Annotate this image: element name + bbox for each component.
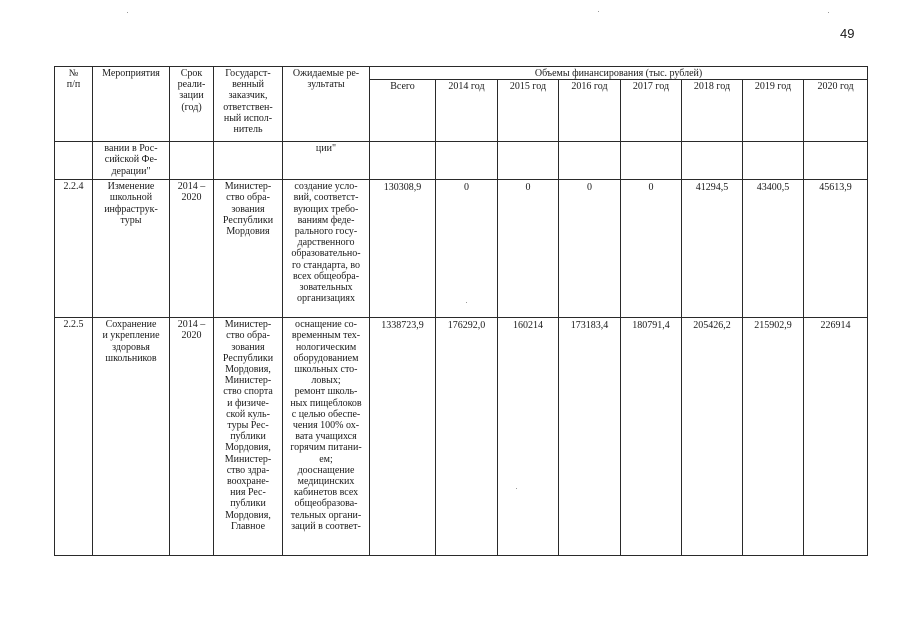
text-line: ции" xyxy=(315,143,337,155)
text-line: нологическим xyxy=(295,341,357,353)
cell-event xyxy=(93,180,170,318)
cell-total: 1338723,9 xyxy=(370,318,436,556)
text-line: зования xyxy=(231,341,265,353)
cell-2015: 160214 xyxy=(498,318,559,556)
cell-results xyxy=(283,142,370,180)
text-line: ных пищеблоков xyxy=(290,397,362,409)
header-results xyxy=(283,67,370,142)
text-line: сийской Фе- xyxy=(104,154,158,166)
text-line: Сохранение xyxy=(105,319,157,331)
text-line: горячим питани- xyxy=(290,442,362,454)
text-line: зультаты xyxy=(307,79,345,91)
text-line: и физиче- xyxy=(227,397,269,409)
text-line: Государст- xyxy=(225,68,271,79)
text-line: всех общеобра- xyxy=(292,270,360,282)
header-funding-group: Объемы финансирования (тыс. рублей) xyxy=(370,67,868,80)
cell-2016: 0 xyxy=(559,180,621,318)
cell-2014: 0 xyxy=(436,180,498,318)
cell-results xyxy=(283,180,370,318)
text-line: венный xyxy=(232,79,264,91)
cell-2018: 41294,5 xyxy=(682,180,743,318)
header-num xyxy=(55,67,93,142)
text-line: 2020 xyxy=(181,330,202,342)
text-line: Мордовия, xyxy=(225,509,271,521)
text-line: ный испол- xyxy=(223,112,273,124)
text-line: создание усло- xyxy=(294,181,358,193)
scan-speck xyxy=(598,11,599,12)
cell-2016: 173183,4 xyxy=(559,318,621,556)
cell-2016 xyxy=(559,142,621,180)
scan-speck xyxy=(516,488,517,489)
cell-customer xyxy=(214,318,283,556)
text-line: с целью обеспе- xyxy=(291,408,361,420)
text-line: п/п xyxy=(66,79,81,91)
text-line: 2020 xyxy=(181,192,202,204)
cell-num: 2.2.5 xyxy=(55,318,93,556)
text-line: оснащение со- xyxy=(294,319,358,331)
cell-num: 2.2.4 xyxy=(55,180,93,318)
cell-event xyxy=(93,142,170,180)
header-year-2020: 2020 год xyxy=(804,80,868,142)
text-line: зовательных xyxy=(299,282,353,294)
text-line: ваниям феде- xyxy=(297,214,355,226)
scan-speck xyxy=(466,302,467,303)
text-line: вий, соответст- xyxy=(293,192,359,204)
cell-2020 xyxy=(804,142,868,180)
header-row-1 xyxy=(55,67,868,80)
text-line: кабинетов всех xyxy=(293,487,359,499)
text-line: здоровья xyxy=(112,341,150,353)
table-row-continuation xyxy=(55,142,868,180)
text-line: школьных сто- xyxy=(294,364,358,376)
header-customer xyxy=(214,67,283,142)
cell-term xyxy=(170,180,214,318)
text-line: Министер- xyxy=(224,319,272,331)
header-year-2018: 2018 год xyxy=(682,80,743,142)
header-year-2017: 2017 год xyxy=(621,80,682,142)
cell-2019 xyxy=(743,142,804,180)
cell-2015: 0 xyxy=(498,180,559,318)
text-line: рального госу- xyxy=(294,226,358,238)
text-line: Министер- xyxy=(224,375,272,387)
scan-speck xyxy=(127,12,128,13)
text-line: ство обра- xyxy=(226,330,270,342)
text-line: Мордовия, xyxy=(225,364,271,376)
text-line: заказчик, xyxy=(228,90,268,102)
cell-2019: 215902,9 xyxy=(743,318,804,556)
header-year-2016: 2016 год xyxy=(559,80,621,142)
cell-2017: 180791,4 xyxy=(621,318,682,556)
text-line: тельных органи- xyxy=(290,509,362,521)
cell-customer xyxy=(214,142,283,180)
text-line: Главное xyxy=(230,520,266,532)
cell-customer xyxy=(214,180,283,318)
text-line: медицинских xyxy=(297,476,355,488)
header-year-2015: 2015 год xyxy=(498,80,559,142)
cell-event xyxy=(93,318,170,556)
text-line: дооснащение xyxy=(297,464,355,476)
header-year-2014: 2014 год xyxy=(436,80,498,142)
text-line: школьной xyxy=(109,192,153,204)
text-line: го стандарта, во xyxy=(291,259,361,271)
text-line: 2014 – xyxy=(177,181,206,193)
text-line: Изменение xyxy=(107,181,155,193)
text-line: временным тех- xyxy=(291,330,361,342)
cell-2014 xyxy=(436,142,498,180)
text-line: Республики xyxy=(222,352,274,364)
header-event xyxy=(93,67,170,142)
text-line: ство здра- xyxy=(226,464,270,476)
text-line: туры Рес- xyxy=(227,420,269,432)
text-line: оборудованием xyxy=(293,352,359,364)
text-line: Мордовия, xyxy=(225,442,271,454)
text-line: и укрепление xyxy=(102,330,160,342)
text-line: дерации" xyxy=(111,165,151,177)
text-line: инфраструк- xyxy=(104,203,158,215)
text-line: Республики xyxy=(222,214,274,226)
text-line: Министер- xyxy=(224,181,272,193)
cell-2019: 43400,5 xyxy=(743,180,804,318)
text-line: ответствен- xyxy=(223,101,273,113)
text-line: чения 100% ох- xyxy=(292,420,360,432)
text-line: ство спорта xyxy=(223,386,273,398)
cell-total xyxy=(370,142,436,180)
text-line: Срок xyxy=(180,68,203,79)
text-line: Министер- xyxy=(224,453,272,465)
text-line: ния Рес- xyxy=(230,487,266,499)
text-line: ем; xyxy=(319,453,333,465)
text-line: 2014 – xyxy=(177,319,206,331)
header-year-2019: 2019 год xyxy=(743,80,804,142)
cell-total: 130308,9 xyxy=(370,180,436,318)
text-line: Мероприятия xyxy=(102,68,160,79)
text-line: публики xyxy=(230,498,266,510)
cell-2018: 205426,2 xyxy=(682,318,743,556)
text-line: нитель xyxy=(233,124,263,136)
text-line: ловых; xyxy=(311,375,341,387)
scan-speck xyxy=(828,12,829,13)
table-row-2-2-5 xyxy=(55,318,868,556)
cell-term xyxy=(170,318,214,556)
text-line: вата учащихся xyxy=(295,431,357,443)
text-line: образовательно- xyxy=(291,248,361,260)
cell-2017 xyxy=(621,142,682,180)
text-line: ство обра- xyxy=(226,192,270,204)
text-line: туры xyxy=(120,214,142,226)
financing-table xyxy=(54,66,868,556)
cell-term xyxy=(170,142,214,180)
text-line: ремонт школь- xyxy=(294,386,358,398)
cell-num xyxy=(55,142,93,180)
page-number: 49 xyxy=(840,26,855,41)
text-line: зации xyxy=(179,90,204,102)
cell-2020: 226914 xyxy=(804,318,868,556)
text-line: общеобразова- xyxy=(294,498,358,510)
header-total: Всего xyxy=(370,80,436,142)
cell-2020: 45613,9 xyxy=(804,180,868,318)
text-line: вании в Рос- xyxy=(104,143,158,155)
text-line: заций в соответ- xyxy=(291,520,361,532)
cell-2015 xyxy=(498,142,559,180)
table-row-2-2-4 xyxy=(55,180,868,318)
cell-2014: 176292,0 xyxy=(436,318,498,556)
header-term xyxy=(170,67,214,142)
text-line: дарственного xyxy=(297,237,355,249)
text-line: Мордовия xyxy=(226,226,270,238)
text-line: школьников xyxy=(105,352,157,364)
text-line: (год) xyxy=(181,101,202,113)
text-line: вующих требо- xyxy=(293,203,359,215)
text-line: публики xyxy=(230,431,266,443)
cell-2018 xyxy=(682,142,743,180)
text-line: ской куль- xyxy=(226,408,270,420)
text-line: воохране- xyxy=(227,476,269,488)
text-line: реали- xyxy=(177,79,206,91)
text-line: зования xyxy=(231,203,265,215)
text-line: № xyxy=(68,68,79,79)
cell-2017: 0 xyxy=(621,180,682,318)
cell-results xyxy=(283,318,370,556)
text-line: Ожидаемые ре- xyxy=(292,68,360,79)
text-line: организациях xyxy=(297,293,355,305)
